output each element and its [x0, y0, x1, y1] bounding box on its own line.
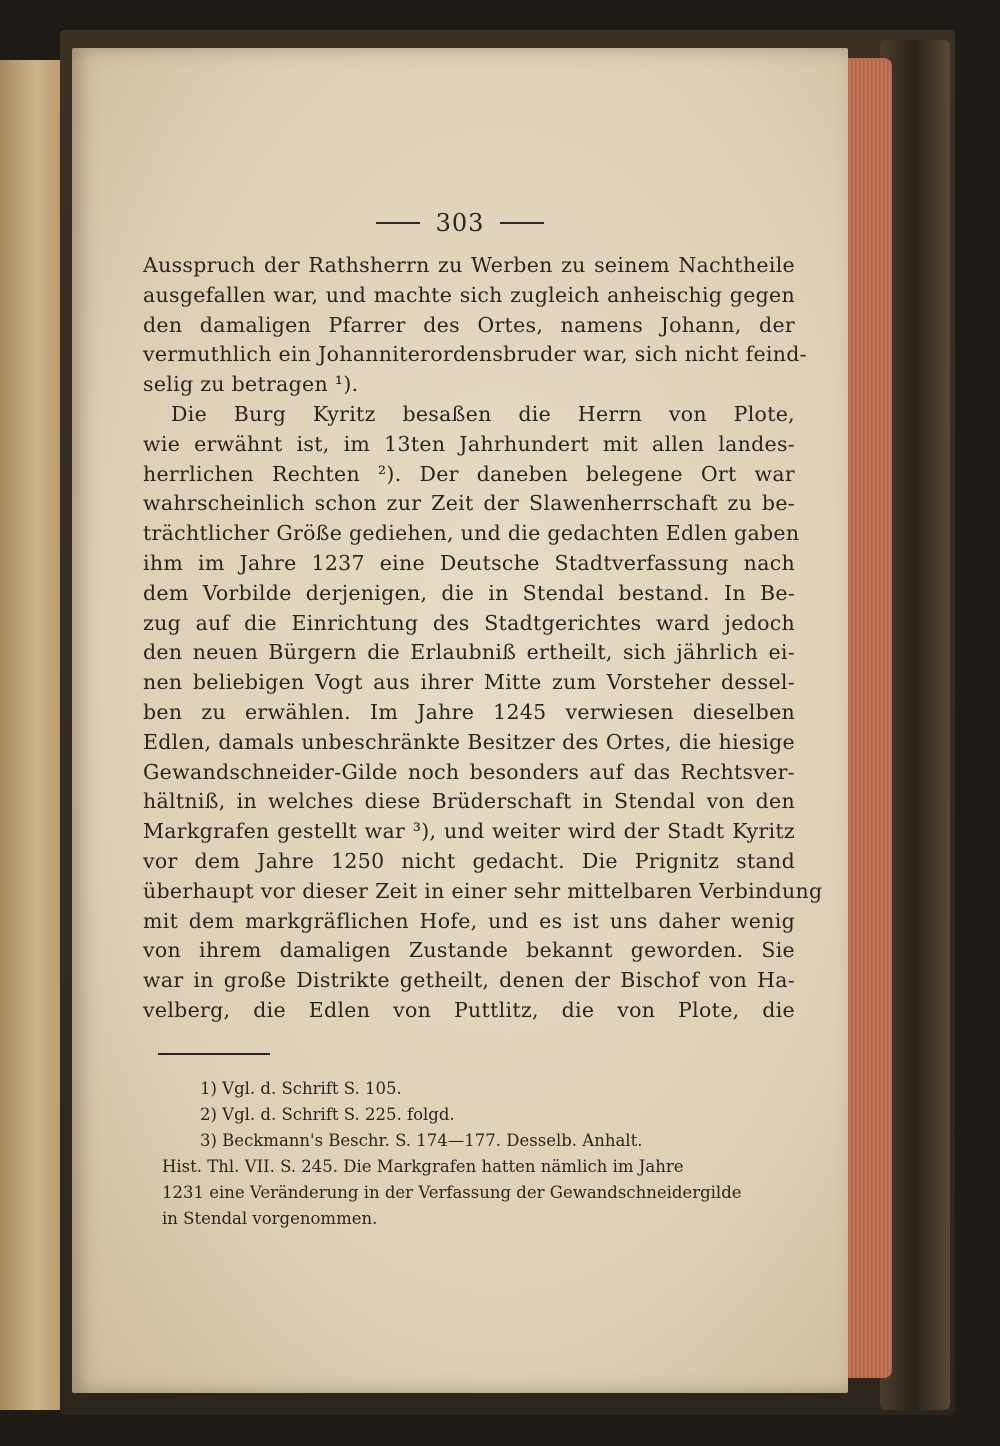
text-line: vor dem Jahre 1250 nicht gedacht. Die Prignitz stand — [143, 848, 795, 873]
text-line: Gewandschneider-Gilde noch besonders auf das Rechtsver- — [143, 759, 795, 784]
text-line: herrlichen Rechten ²). Der daneben belegene Ort war — [143, 461, 795, 486]
page-header — [72, 208, 848, 238]
text-line: velberg, die Edlen von Puttlitz, die von Plote, die — [143, 997, 795, 1022]
footnote-line: 3) Beckmann's Beschr. S. 174—177. Desselb. Anhalt. — [200, 1131, 643, 1150]
footnote-line: 1231 eine Veränderung in der Verfassung der Gewandschneidergilde — [162, 1183, 742, 1202]
text-line: zug auf die Einrichtung des Stadtgerichtes ward jedoch — [143, 610, 795, 635]
footnote-line: 1) Vgl. d. Schrift S. 105. — [200, 1079, 402, 1098]
text-line: mit dem markgräflichen Hofe, und es ist uns daher wenig — [143, 908, 795, 933]
text-line: selig zu betragen ¹). — [143, 372, 359, 397]
header-dash-left — [376, 222, 420, 224]
text-line: war in große Distrikte getheilt, denen der Bischof von Ha- — [143, 968, 795, 993]
footnote-line: in Stendal vorgenommen. — [162, 1209, 378, 1228]
text-line: ihm im Jahre 1237 eine Deutsche Stadtverfassung nach — [143, 550, 795, 575]
text-line: von ihrem damaligen Zustande bekannt geworden. Sie — [143, 938, 795, 963]
text-line: überhaupt vor dieser Zeit in einer sehr mittelbaren Verbindung — [143, 878, 823, 903]
header-dash-right — [500, 222, 544, 224]
book-page — [72, 48, 848, 1393]
text-line: vermuthlich ein Johanniterordensbruder war, sich nicht feind- — [143, 342, 807, 367]
text-line: Markgrafen gestellt war ³), und weiter wird der Stadt Kyritz — [143, 819, 795, 844]
text-line: wahrscheinlich schon zur Zeit der Slawenherrschaft zu be- — [143, 491, 795, 516]
text-line: den neuen Bürgern die Erlaubniß ertheilt, sich jährlich ei- — [143, 640, 795, 665]
footnote-rule — [158, 1053, 270, 1055]
text-line: ausgefallen war, und machte sich zugleich anheischig gegen — [143, 282, 795, 307]
body-text — [143, 251, 823, 1026]
text-line: wie erwähnt ist, im 13ten Jahrhundert mit allen landes- — [143, 431, 795, 456]
footnote-line: Hist. Thl. VII. S. 245. Die Markgrafen hatten nämlich im Jahre — [162, 1157, 684, 1176]
text-line: trächtlicher Größe gediehen, und die gedachten Edlen gaben — [143, 521, 800, 546]
text-line: den damaligen Pfarrer des Ortes, namens Johann, der — [143, 312, 795, 337]
facing-page-edge — [0, 60, 65, 1410]
text-line: hältniß, in welches diese Brüderschaft in Stendal von den — [143, 789, 795, 814]
text-line: Die Burg Kyritz besaßen die Herrn von Plote, — [171, 401, 795, 426]
text-line: ben zu erwählen. Im Jahre 1245 verwiesen dieselben — [143, 699, 795, 724]
text-line: nen beliebigen Vogt aus ihrer Mitte zum Vorsteher dessel- — [143, 670, 795, 695]
text-line: Edlen, damals unbeschränkte Besitzer des Ortes, die hiesige — [143, 729, 795, 754]
text-line: dem Vorbilde derjenigen, die in Stendal bestand. In Be- — [143, 580, 795, 605]
footnotes — [162, 1076, 762, 1232]
footnote-line: 2) Vgl. d. Schrift S. 225. folgd. — [200, 1105, 455, 1124]
page-number: 303 — [435, 209, 485, 237]
text-line: Ausspruch der Rathsherrn zu Werben zu seinem Nachtheile — [143, 253, 795, 277]
